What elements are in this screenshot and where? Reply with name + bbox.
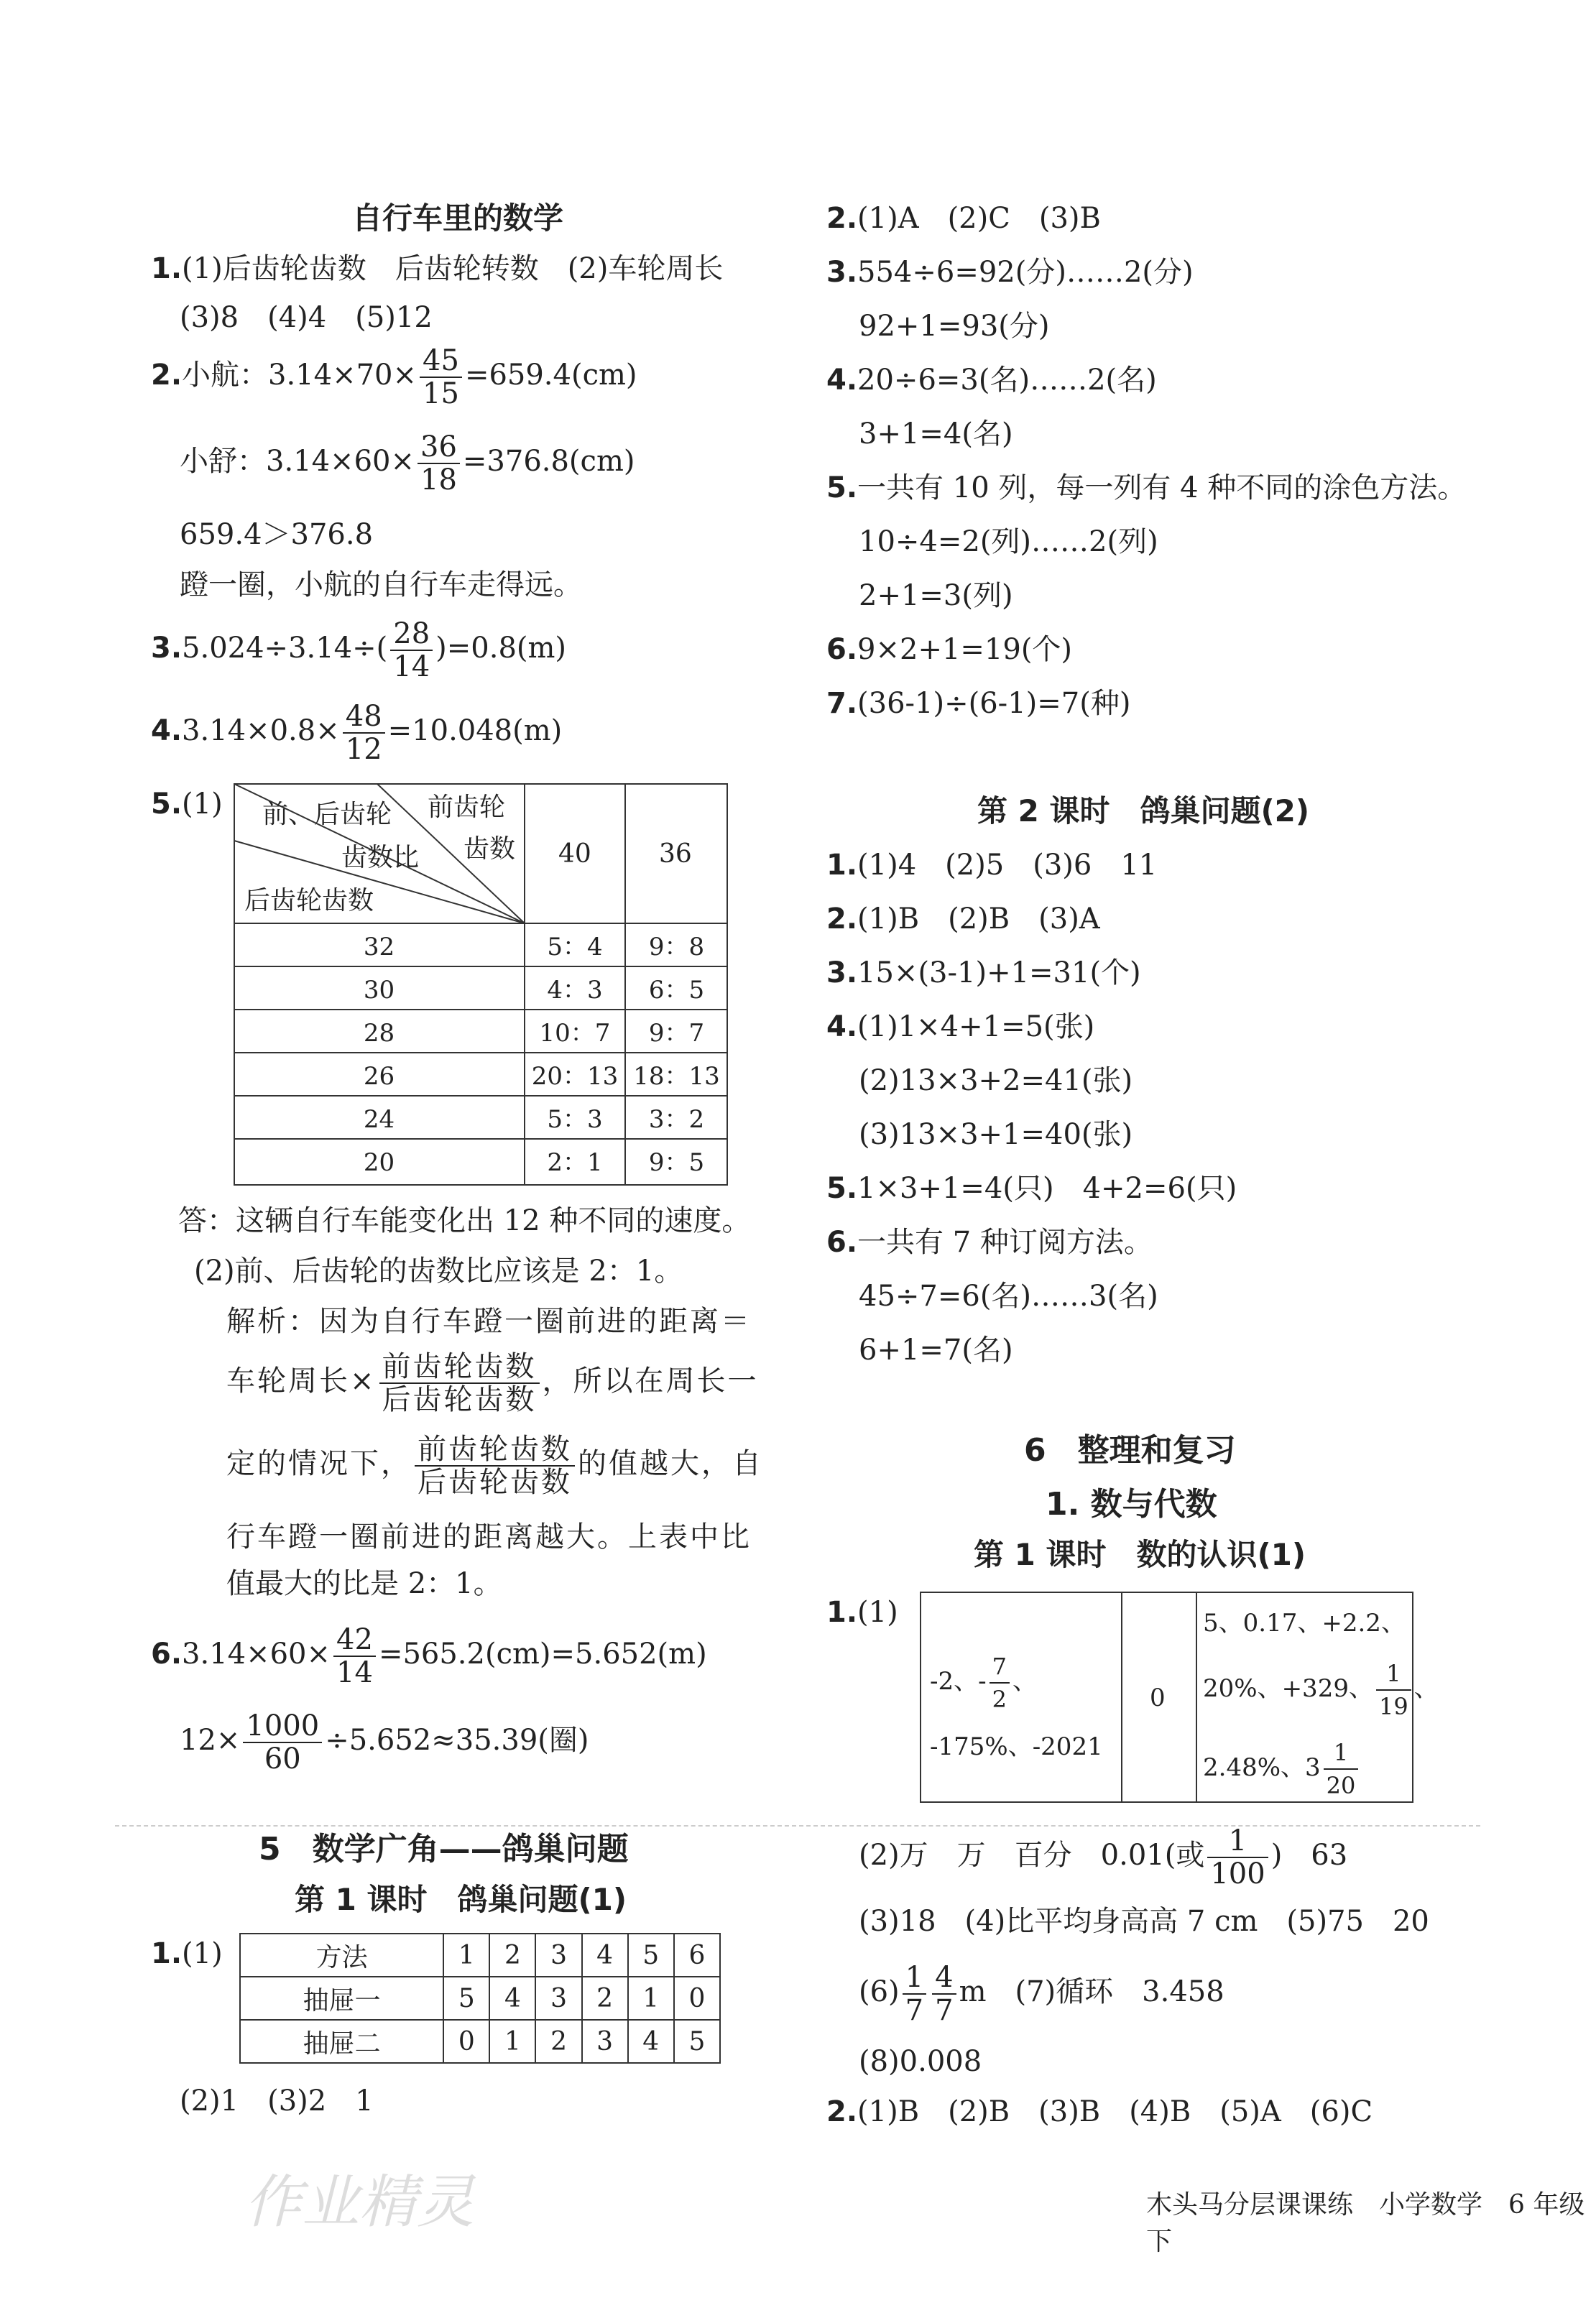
table-row bbox=[240, 2020, 720, 2063]
table-cell: 9：8 bbox=[648, 933, 705, 961]
table-cell: 5 bbox=[674, 2020, 720, 2063]
table-cell: 4：3 bbox=[547, 976, 603, 1005]
table-cell: 抽屉二 bbox=[240, 2020, 443, 2063]
q1-line2: (3)8 (4)4 (5)12 bbox=[180, 301, 433, 334]
q6-line2: 12× $\frac{1000}{60}$ ÷5.652≈35.39(圈) bbox=[180, 1709, 589, 1776]
positives-1: 5、0.17、+2.2、 bbox=[1203, 1609, 1406, 1638]
analysis-1: 解析：因为自行车蹬一圈前进的距离＝ bbox=[226, 1305, 752, 1338]
q5-label: 5.(1) bbox=[151, 788, 223, 821]
q2-line2: 小舒：3.14×60× $\frac{36}{18}$ =376.8(cm) bbox=[180, 430, 635, 497]
p2-line: 2.(1)B (2)B (3)A bbox=[826, 902, 1100, 936]
table-cell: 18：13 bbox=[633, 1062, 720, 1091]
q6-line1: 6.3.14×60× $\frac{42}{14}$ =565.2(cm)=5.652(m) bbox=[151, 1623, 707, 1689]
analysis-5: 值最大的比是 2：1。 bbox=[226, 1567, 502, 1600]
table-cell: 6 bbox=[674, 1934, 720, 1977]
p1-line: 1.(1)4 (2)5 (3)6 11 bbox=[826, 849, 1158, 882]
table-row bbox=[240, 1934, 720, 1977]
m2-line: 2.(1)B (2)B (3)B (4)B (5)A (6)C bbox=[826, 2095, 1373, 2128]
q3-line: 3.5.024÷3.14÷( $\frac{28}{14}$ )=0.8(m) bbox=[151, 617, 567, 683]
table-cell: 5 bbox=[628, 1934, 674, 1977]
r3-line1: 3.554÷6=92(分)……2(分) bbox=[826, 256, 1194, 289]
n1-label: 1.(1) bbox=[826, 1596, 898, 1629]
r2-line: 2.(1)A (2)C (3)B bbox=[826, 202, 1101, 235]
table-cell: 0 bbox=[674, 1977, 720, 2020]
table-cell: 5：3 bbox=[547, 1105, 603, 1134]
r7-line: 7.(36-1)÷(6-1)=7(种) bbox=[826, 687, 1131, 720]
p4-line3: (3)13×3+1=40(张) bbox=[859, 1118, 1133, 1151]
table-cell: 2 bbox=[489, 1934, 535, 1977]
section-title: 自行车里的数学 bbox=[352, 200, 564, 236]
q2-line4: 蹬一圈，小航的自行车走得远。 bbox=[180, 568, 582, 601]
table-cell: 3 bbox=[535, 1934, 581, 1977]
section5-title: 5 数学广角——鸽巢问题 bbox=[259, 1831, 629, 1868]
table-cell: 2 bbox=[582, 1977, 628, 2020]
gear-ratio-table bbox=[234, 783, 728, 1186]
negatives-2: -175%、-2021 bbox=[930, 1732, 1103, 1761]
negatives: -2、- $\frac{7}{2}$ 、 bbox=[930, 1651, 1037, 1715]
table-cell: 方法 bbox=[240, 1934, 443, 1977]
table-cell: 4 bbox=[582, 1934, 628, 1977]
head-e: 齿数 bbox=[463, 834, 516, 864]
table-row bbox=[240, 1977, 720, 2020]
t1-label: 1.(1) bbox=[151, 1937, 223, 1970]
r5-line1: 5.一共有 10 列，每一列有 4 种不同的涂色方法。 bbox=[826, 471, 1467, 504]
table-cell: 0 bbox=[443, 2020, 489, 2063]
number-classification-table bbox=[920, 1592, 1439, 1803]
analysis-4: 行车蹬一圈前进的距离越大。上表中比 bbox=[226, 1520, 752, 1553]
p6-line2: 45÷7=6(名)……3(名) bbox=[859, 1280, 1158, 1313]
cell-divider bbox=[1121, 1593, 1122, 1801]
table-cell: 5 bbox=[443, 1977, 489, 2020]
table-cell: 2 bbox=[535, 2020, 581, 2063]
p3-line: 3.15×(3-1)+1=31(个) bbox=[826, 956, 1141, 989]
table-cell: 4 bbox=[489, 1977, 535, 2020]
cell-divider bbox=[1196, 1593, 1197, 1801]
r5-line2: 10÷4=2(列)……2(列) bbox=[859, 525, 1158, 558]
head-c1: 40 bbox=[558, 839, 591, 869]
head-c: 后齿轮齿数 bbox=[244, 886, 374, 915]
table-cell: 6：5 bbox=[648, 976, 705, 1005]
p6-line1: 6.一共有 7 种订阅方法。 bbox=[826, 1226, 1153, 1259]
table-cell: 1 bbox=[489, 2020, 535, 2063]
p4-line2: (2)13×3+2=41(张) bbox=[859, 1064, 1133, 1097]
table-cell: 3 bbox=[582, 2020, 628, 2063]
r3-line2: 92+1=93(分) bbox=[859, 310, 1050, 343]
head-d: 前齿轮 bbox=[428, 793, 506, 822]
table-cell: 9：5 bbox=[648, 1148, 705, 1177]
table-cell: 5：4 bbox=[547, 933, 603, 961]
positives-3: 2.48%、3 $\frac{1}{20}$ bbox=[1203, 1737, 1361, 1801]
table-cell: 32 bbox=[363, 933, 395, 961]
analysis-2: 车轮周长× $\frac{\text{前齿轮齿数}}{\text{后齿轮齿数}}$ ，所以在周长一 bbox=[226, 1350, 759, 1416]
r4-line1: 4.20÷6=3(名)……2(名) bbox=[826, 364, 1157, 397]
r6-line: 6.9×2+1=19(个) bbox=[826, 633, 1073, 666]
p6-line3: 6+1=7(名) bbox=[859, 1334, 1013, 1367]
q5-part2: (2)前、后齿轮的齿数比应该是 2：1。 bbox=[194, 1255, 683, 1288]
table-cell: 10：7 bbox=[539, 1019, 611, 1048]
table-cell: 20 bbox=[363, 1148, 395, 1177]
r4-line2: 3+1=4(名) bbox=[859, 417, 1013, 451]
page-footer: 木头马分层课课练 小学数学 6 年级下 bbox=[1146, 2190, 1585, 2256]
t1-answer: (2)1 (3)2 1 bbox=[180, 2085, 374, 2118]
table-cell: 2：1 bbox=[547, 1148, 603, 1177]
q2-line3: 659.4＞376.8 bbox=[180, 518, 374, 551]
lesson2-title: 第 2 课时 鸽巢问题(2) bbox=[977, 793, 1310, 828]
chapter6-title: 6 整理和复习 bbox=[1024, 1432, 1236, 1469]
q5-answer: 答：这辆自行车能变化出 12 种不同的速度。 bbox=[178, 1204, 751, 1237]
table-cell: 4 bbox=[628, 2020, 674, 2063]
analysis-3: 定的情况下， $\frac{\text{前齿轮齿数}}{\text{后齿轮齿数}}$ 的值越大，自 bbox=[226, 1433, 763, 1499]
chapter6-subtitle: 1. 数与代数 bbox=[1046, 1486, 1217, 1523]
n6-line: (6) $\frac{1}{7}$ $\frac{4}{7}$ m (7)循环 3.458 bbox=[859, 1961, 1224, 2027]
r5-line3: 2+1=3(列) bbox=[859, 579, 1013, 612]
table-cell: 20：13 bbox=[531, 1062, 619, 1091]
q1-line1: 1.(1)后齿轮齿数 后齿轮转数 (2)车轮周长 bbox=[151, 252, 724, 285]
drawer-table bbox=[239, 1933, 721, 2064]
table-cell: 30 bbox=[363, 976, 395, 1005]
table-cell: 24 bbox=[363, 1105, 395, 1134]
table-cell: 1 bbox=[443, 1934, 489, 1977]
table-cell: 3 bbox=[535, 1977, 581, 2020]
n3-line: (3)18 (4)比平均身高高 7 cm (5)75 20 bbox=[859, 1905, 1429, 1938]
head-b: 齿数比 bbox=[341, 843, 420, 872]
n2-line: (2)万 万 百分 0.01(或 $\frac{1}{100}$ ) 63 bbox=[859, 1824, 1348, 1890]
q4-line: 4.3.14×0.8× $\frac{48}{12}$ =10.048(m) bbox=[151, 700, 563, 766]
lesson1-title: 第 1 课时 数的认识(1) bbox=[974, 1537, 1306, 1572]
p5-line: 5.1×3+1=4(只) 4+2=6(只) bbox=[826, 1172, 1237, 1205]
zero-cell: 0 bbox=[1150, 1684, 1166, 1712]
table-cell: 28 bbox=[363, 1019, 395, 1048]
table-cell: 26 bbox=[363, 1062, 395, 1091]
table-cell: 9：7 bbox=[648, 1019, 705, 1048]
p4-line1: 4.(1)1×4+1=5(张) bbox=[826, 1010, 1095, 1043]
table-cell: 3：2 bbox=[648, 1105, 705, 1134]
q2-line1: 2.小航：3.14×70× $\frac{45}{15}$ =659.4(cm) bbox=[151, 344, 637, 410]
section5-subtitle: 第 1 课时 鸽巢问题(1) bbox=[295, 1882, 627, 1917]
head-c2: 36 bbox=[659, 839, 692, 869]
n8-line: (8)0.008 bbox=[859, 2045, 982, 2078]
table-cell: 抽屉一 bbox=[240, 1977, 443, 2020]
watermark: 作业精灵 bbox=[244, 2169, 474, 2235]
positives-2: 20%、+329、 $\frac{1}{19}$ 、 bbox=[1203, 1658, 1439, 1722]
table-cell: 1 bbox=[628, 1977, 674, 2020]
head-a: 前、后齿轮 bbox=[262, 800, 392, 829]
